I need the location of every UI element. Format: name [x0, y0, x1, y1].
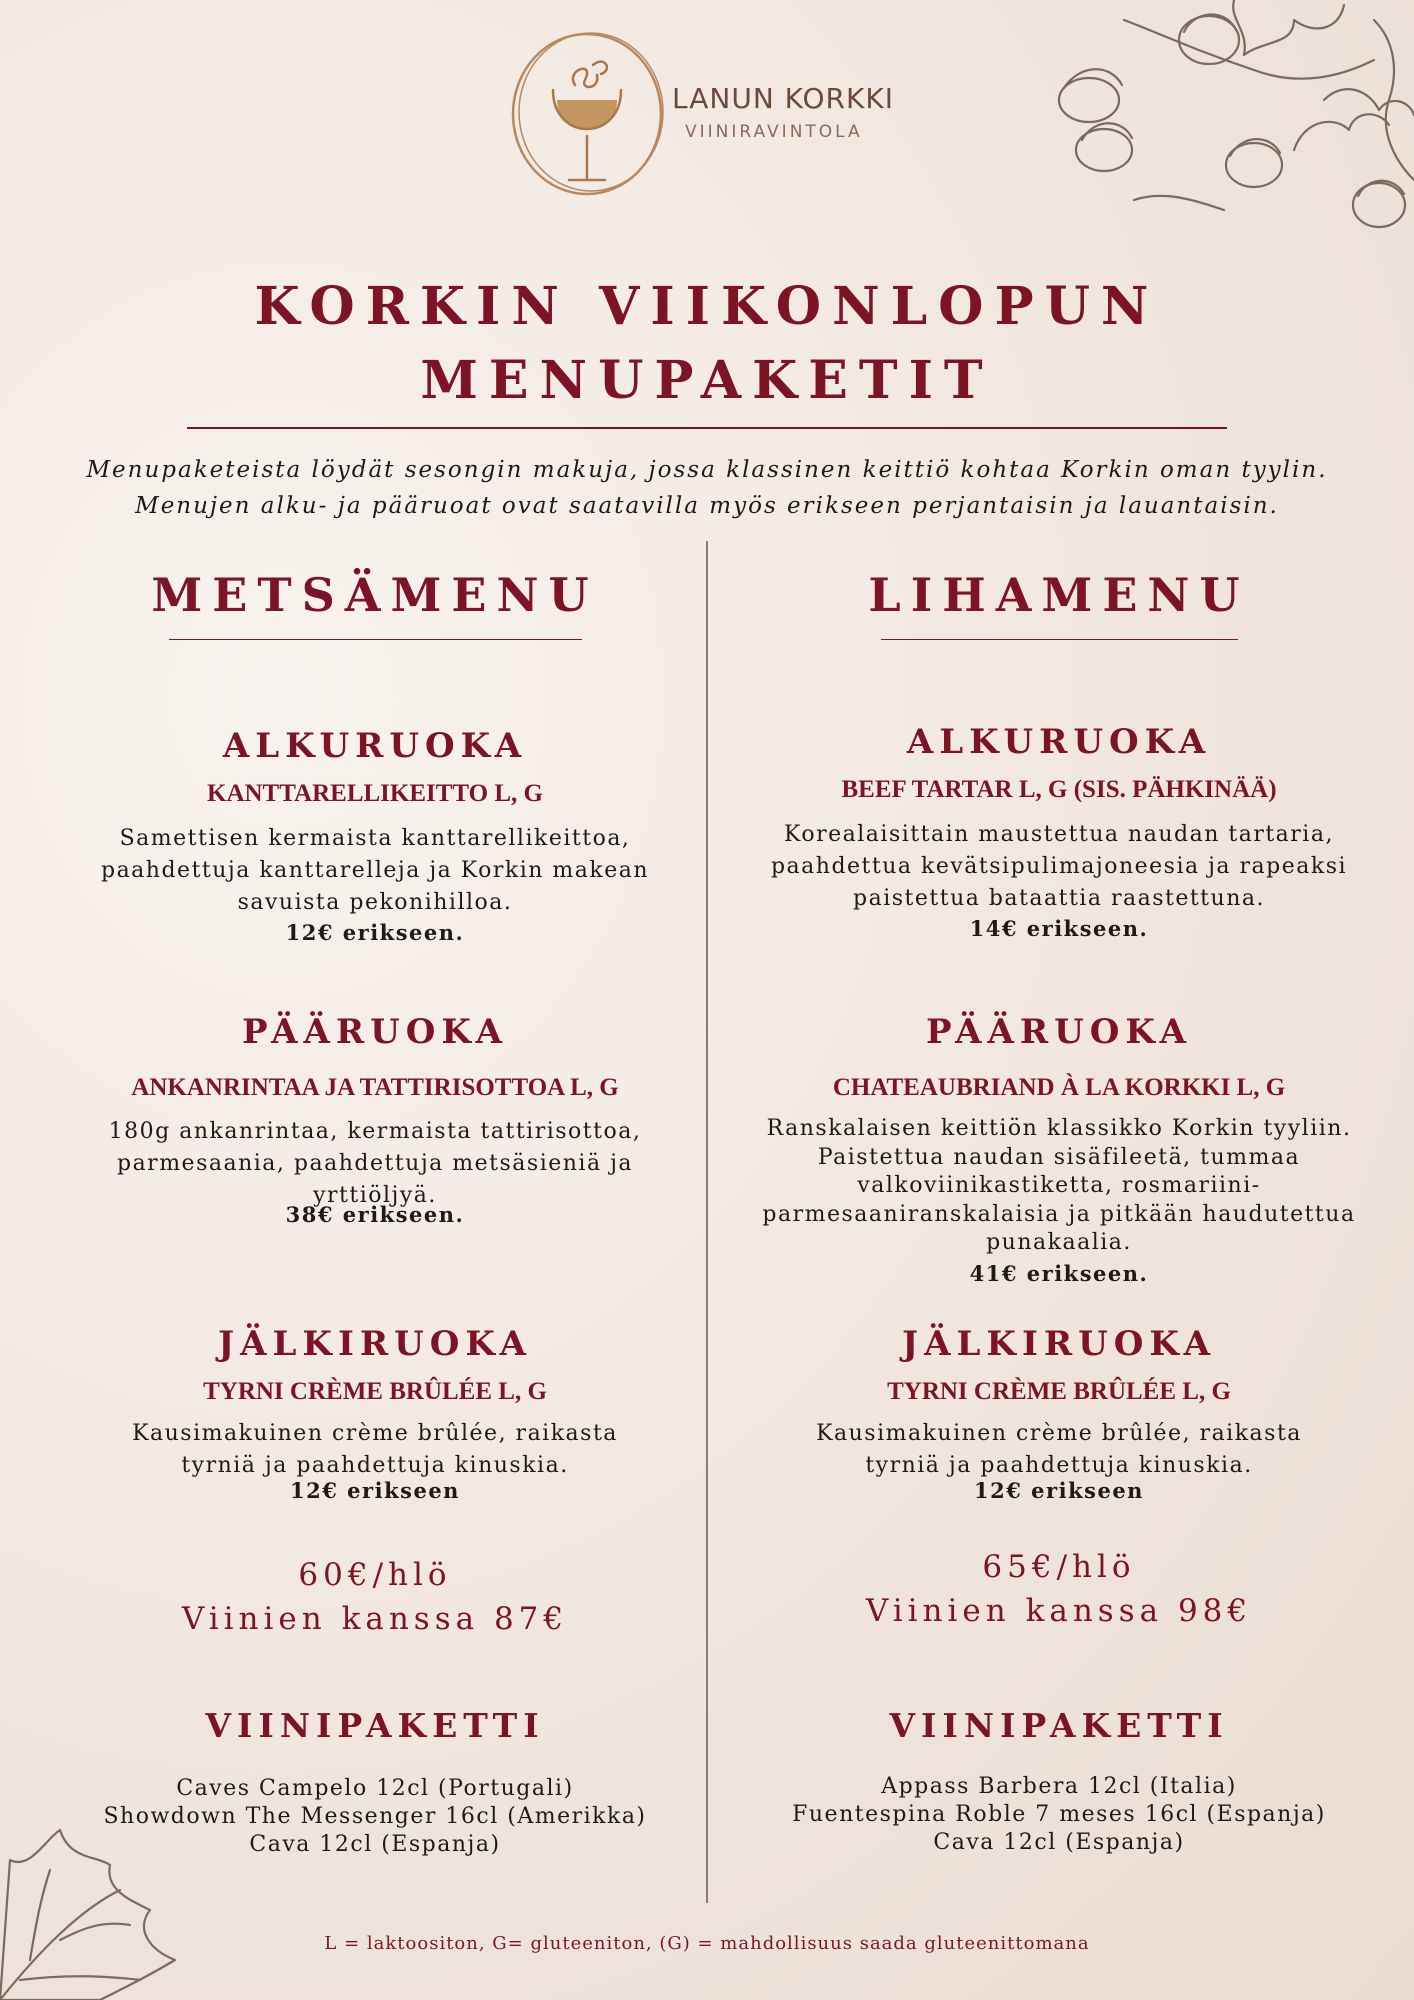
- restaurant-subtitle: VIINIRAVINTOLA: [685, 122, 863, 142]
- dish-price-dessert: 12€ erikseen: [290, 1478, 460, 1503]
- desc-line: paahdettuja kanttarelleja ja Korkin makean: [100, 858, 650, 883]
- wine-item: Fuentespina Roble 7 meses 16cl (Espanja): [792, 1802, 1326, 1827]
- menu-title: METSÄMENU: [151, 568, 599, 622]
- dish-name-starter: BEEF TARTAR L, G (SIS. PÄHKINÄÄ): [841, 776, 1277, 803]
- desc-line: tyrniä ja paahdettuja kinuskia.: [181, 1453, 569, 1478]
- menu-title-rule: [881, 639, 1238, 640]
- intro-text: [0, 452, 1414, 524]
- dish-description-dessert: [764, 1418, 1354, 1482]
- package-price-with-wine: Viinien kanssa 87€: [181, 1601, 569, 1637]
- course-heading-dessert: JÄLKIRUOKA: [902, 1324, 1216, 1364]
- desc-line: Paistettua naudan sisäfileetä, tummaa: [817, 1144, 1301, 1170]
- desc-line: Kausimakuinen crème brûlée, raikasta: [816, 1421, 1302, 1446]
- dish-description-starter: [80, 823, 670, 919]
- title-line-2: MENUPAKETIT: [420, 350, 994, 411]
- acorn-decoration-icon: [994, 0, 1414, 260]
- desc-line: Ranskalaisen keittiön klassikko Korkin tyyliin.: [766, 1116, 1352, 1141]
- wine-item: Showdown The Messenger 16cl (Amerikka): [103, 1804, 647, 1829]
- dish-description-starter: [764, 819, 1354, 915]
- menu-title-rule: [169, 639, 582, 640]
- menu-title: LIHAMENU: [868, 568, 1250, 622]
- wine-list: [30, 1775, 720, 1859]
- desc-line: parmesaaniranskalaisia ja pitkään haudutettua: [762, 1201, 1356, 1227]
- desc-line: valkoviinikastiketta, rosmariini-: [857, 1173, 1261, 1198]
- wine-glass-logo-icon: [505, 30, 675, 198]
- desc-line: Kausimakuinen crème brûlée, raikasta: [132, 1421, 618, 1446]
- desc-line: parmesaania, paahdettuja metsäsieniä ja: [116, 1151, 634, 1176]
- title-line-1: KORKIN VIIKONLOPUN: [254, 276, 1160, 337]
- wine-item: Cava 12cl (Espanja): [933, 1830, 1185, 1855]
- course-heading-dessert: JÄLKIRUOKA: [218, 1324, 532, 1364]
- dish-name-main: CHATEAUBRIAND À LA KORKKI L, G: [832, 1074, 1286, 1101]
- package-price: [30, 1553, 720, 1641]
- package-price-per-person: 65€/hlö: [982, 1549, 1136, 1585]
- dish-price-main: 38€ erikseen.: [285, 1202, 465, 1227]
- dish-description-main: [80, 1116, 670, 1212]
- dish-price-main: 41€ erikseen.: [969, 1261, 1149, 1286]
- desc-line: paahdettua kevätsipulimajoneesia ja rapeaksi: [770, 854, 1348, 879]
- intro-line-2: Menujen alku- ja pääruoat ovat saatavilla myös erikseen perjantaisin ja lauantaisin.: [135, 493, 1279, 519]
- package-price: [714, 1545, 1404, 1633]
- dish-description-dessert: [80, 1418, 670, 1482]
- restaurant-name: LANUN KORKKI: [672, 82, 894, 115]
- dish-name-dessert: TYRNI CRÈME BRÛLÉE L, G: [887, 1378, 1231, 1405]
- dish-price-dessert: 12€ erikseen: [974, 1478, 1144, 1503]
- allergen-footnote: L = laktoositon, G= gluteeniton, (G) = mahdollisuus saada gluteenittomana: [324, 1933, 1090, 1954]
- desc-line: tyrniä ja paahdettuja kinuskia.: [865, 1453, 1253, 1478]
- desc-line: Samettisen kermaista kanttarellikeittoa,: [119, 826, 631, 851]
- desc-line: punakaalia.: [986, 1230, 1132, 1255]
- title-divider: [187, 427, 1227, 429]
- desc-line: Korealaisittain maustettua naudan tartaria,: [784, 822, 1334, 847]
- package-price-per-person: 60€/hlö: [298, 1557, 452, 1593]
- desc-line: savuista pekonihilloa.: [237, 890, 513, 915]
- package-price-with-wine: Viinien kanssa 98€: [865, 1593, 1253, 1629]
- desc-line: yrttiöljyä.: [313, 1183, 437, 1208]
- wine-item: Appass Barbera 12cl (Italia): [881, 1774, 1237, 1799]
- dish-description-main: [739, 1115, 1379, 1258]
- logo: [505, 30, 925, 200]
- page-title: [0, 270, 1414, 418]
- dish-name-dessert: TYRNI CRÈME BRÛLÉE L, G: [203, 1378, 547, 1405]
- course-heading-main: PÄÄRUOKA: [242, 1012, 508, 1052]
- course-heading-starter: ALKURUOKA: [222, 726, 528, 766]
- wine-item: Caves Campelo 12cl (Portugali): [176, 1776, 574, 1801]
- dish-name-main: ANKANRINTAA JA TATTIRISOTTOA L, G: [131, 1074, 619, 1101]
- wine-package-heading: VIINIPAKETTI: [889, 1706, 1229, 1745]
- dish-price-starter: 14€ erikseen.: [969, 916, 1149, 941]
- wine-list: [714, 1773, 1404, 1857]
- desc-line: paistettua bataattia raastettuna.: [853, 886, 1265, 911]
- course-heading-starter: ALKURUOKA: [906, 722, 1212, 762]
- wine-package-heading: VIINIPAKETTI: [205, 1706, 545, 1745]
- intro-line-1: Menupaketeista löydät sesongin makuja, jossa klassinen keittiö kohtaa Korkin oman tyylin.: [86, 457, 1328, 483]
- dish-price-starter: 12€ erikseen.: [285, 920, 465, 945]
- course-heading-main: PÄÄRUOKA: [926, 1012, 1192, 1052]
- wine-item: Cava 12cl (Espanja): [249, 1832, 501, 1857]
- dish-name-starter: KANTTARELLIKEITTO L, G: [207, 780, 543, 807]
- desc-line: 180g ankanrintaa, kermaista tattirisottoa,: [108, 1119, 642, 1144]
